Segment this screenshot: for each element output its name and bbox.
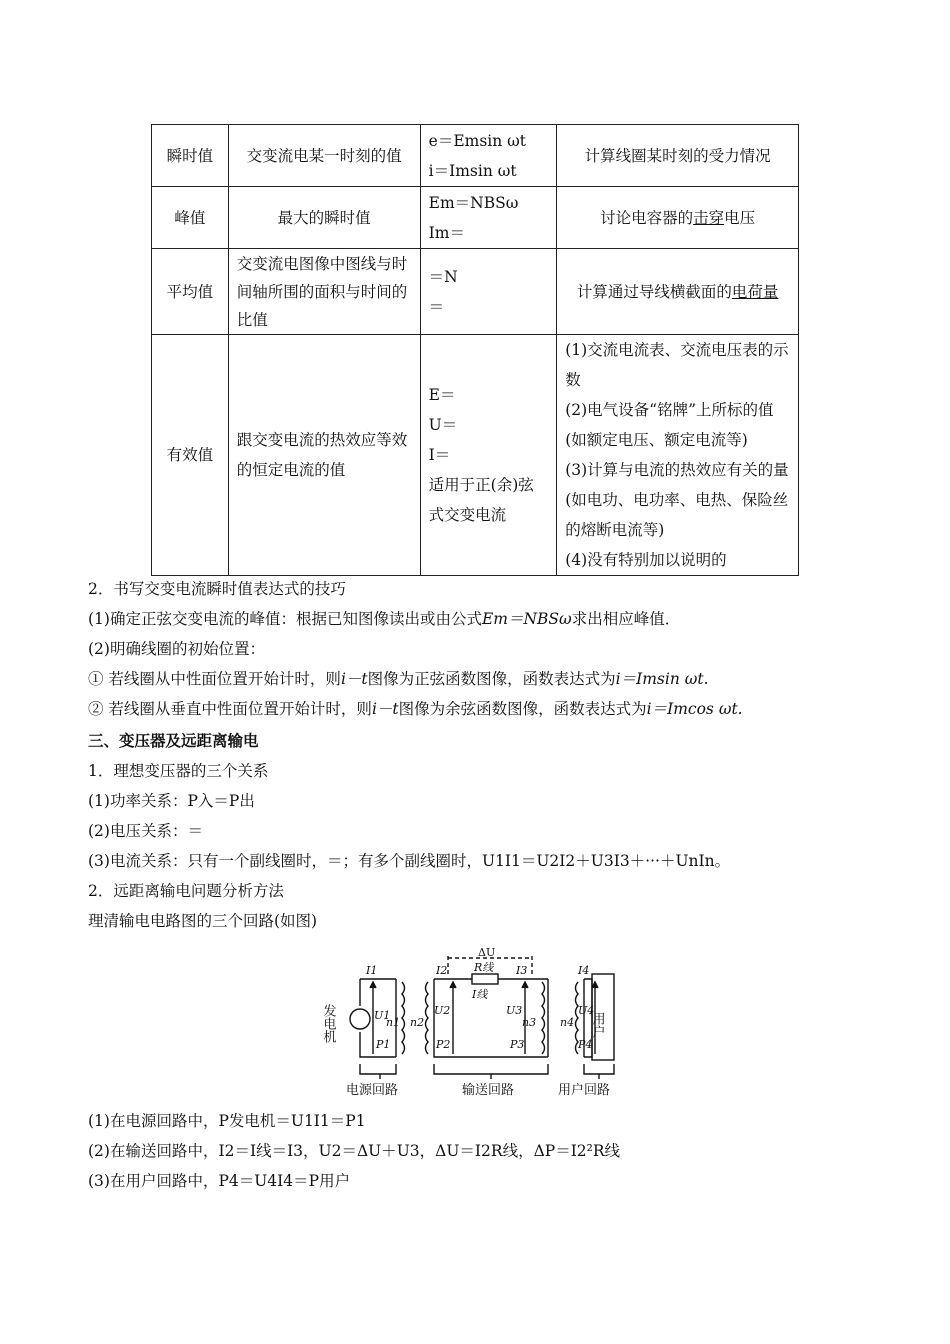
section-heading: 2．书写交变电流瞬时值表达式的技巧 bbox=[88, 580, 346, 598]
cell-meaning: 交变流电图像中图线与时间轴所围的面积与时间的比值 bbox=[228, 249, 420, 335]
cell-meaning: 最大的瞬时值 bbox=[228, 187, 420, 249]
formula-line: ＝ bbox=[428, 297, 445, 316]
label-P3: P3 bbox=[510, 1038, 525, 1051]
cell-name: 有效值 bbox=[152, 335, 229, 576]
use-item: (3)计算与电流的热效应有关的量(如电功、电功率、电热、保险丝的熔断电流等) bbox=[565, 461, 789, 539]
label-i-line: I线 bbox=[472, 988, 488, 1001]
cell-formula bbox=[420, 335, 557, 576]
text-run: ① 若线圈从中性面位置开始计时，则 bbox=[88, 670, 341, 688]
paragraph bbox=[88, 608, 680, 630]
formula-line: Em＝NBSω bbox=[428, 193, 519, 212]
section-heading: 1．理想变压器的三个关系 bbox=[88, 762, 269, 780]
formula-line: 适用于正(余)弦式交变电流 bbox=[428, 476, 534, 524]
underlined-term: 电荷量 bbox=[731, 282, 779, 301]
text-run: ② 若线圈从垂直中性面位置开始计时，则 bbox=[88, 700, 372, 718]
paragraph bbox=[88, 668, 709, 690]
label-n3: n3 bbox=[522, 1016, 537, 1029]
formula-line: I＝ bbox=[428, 446, 451, 464]
label-P1: P1 bbox=[376, 1038, 391, 1051]
label-delta-u: ΔU bbox=[478, 946, 496, 959]
formula-run: i＝Imsin ωt. bbox=[615, 670, 709, 688]
use-item: (1)交流电流表、交流电压表的示数 bbox=[565, 341, 789, 389]
table-row bbox=[152, 335, 799, 576]
cell-use: 计算线圈某时刻的受力情况 bbox=[557, 125, 799, 187]
label-U4: U4 bbox=[578, 1004, 595, 1017]
formula-line: Im＝ bbox=[428, 223, 465, 242]
formula-run: Em＝NBSω bbox=[481, 610, 572, 628]
cell-name: 峰值 bbox=[152, 187, 229, 249]
text-run: 求出相应峰值． bbox=[571, 610, 681, 628]
paragraph: (2)在输送回路中，I2＝I线＝I3，U2＝ΔU＋U3，ΔU＝I2R线，ΔP＝I2²R线 bbox=[88, 1142, 621, 1160]
paragraph: (3)在用户回路中，P4＝U4I4＝P用户 bbox=[88, 1172, 351, 1190]
section-heading: 2．远距离输电问题分析方法 bbox=[88, 882, 284, 900]
loop-label-transmission: 输送回路 bbox=[462, 1083, 515, 1098]
user-label: 用户 bbox=[589, 1012, 605, 1038]
transmission-circuit-diagram bbox=[320, 944, 636, 1100]
use-text: 讨论电容器的 bbox=[600, 208, 694, 227]
label-n2: n2 bbox=[410, 1016, 425, 1029]
label-I4: I4 bbox=[578, 964, 590, 977]
label-I1: I1 bbox=[366, 964, 378, 977]
cell-formula bbox=[420, 249, 557, 335]
use-text: 电压 bbox=[724, 208, 756, 227]
label-I3: I3 bbox=[516, 964, 528, 977]
loop-label-user: 用户回路 bbox=[558, 1083, 611, 1098]
formula-run: i＝Imcos ωt. bbox=[646, 700, 743, 718]
paragraph: (2)电压关系：＝ bbox=[88, 822, 203, 840]
paragraph: (1)功率关系：P入＝P出 bbox=[88, 792, 255, 810]
paragraph bbox=[88, 698, 743, 720]
formula-line: E＝ bbox=[428, 386, 456, 404]
text-run: 图像为正弦函数图像，函数表达式为 bbox=[367, 670, 616, 688]
paragraph: (1)在电源回路中，P发电机＝U1I1＝P1 bbox=[88, 1112, 366, 1130]
ac-values-table bbox=[151, 124, 799, 576]
underlined-term: 击穿 bbox=[693, 208, 725, 227]
table-row bbox=[152, 249, 799, 335]
table-row bbox=[152, 187, 799, 249]
section-title: 三、变压器及远距离输电 bbox=[88, 731, 259, 750]
table-row bbox=[152, 125, 799, 187]
paragraph: (3)电流关系：只有一个副线圈时，＝；有多个副线圈时，U1I1＝U2I2＋U3I3＋···＋UnIn。 bbox=[88, 852, 731, 870]
label-U3: U3 bbox=[506, 1004, 523, 1017]
label-U1: U1 bbox=[374, 1009, 391, 1022]
label-n1: n1 bbox=[386, 1016, 401, 1029]
formula-run: i－t bbox=[340, 670, 368, 688]
loop-label-source: 电源回路 bbox=[346, 1083, 399, 1098]
cell-meaning: 跟交变电流的热效应等效的恒定电流的值 bbox=[228, 335, 420, 576]
label-P2: P2 bbox=[436, 1038, 451, 1051]
cell-name: 瞬时值 bbox=[152, 125, 229, 187]
formula-line: U＝ bbox=[428, 416, 458, 434]
formula-line: e＝Emsin ωt bbox=[428, 131, 527, 150]
label-I2: I2 bbox=[436, 964, 448, 977]
generator-label: 发电机 bbox=[320, 1004, 336, 1043]
formula-line: i＝Imsin ωt bbox=[428, 161, 517, 180]
cell-formula bbox=[420, 187, 557, 249]
text-run: (1)确定正弦交变电流的峰值：根据已知图像读出或由公式 bbox=[88, 610, 482, 628]
label-P4: P4 bbox=[578, 1038, 593, 1051]
label-n4: n4 bbox=[560, 1016, 575, 1029]
cell-use bbox=[557, 335, 799, 576]
paragraph: 理清输电电路图的三个回路(如图) bbox=[88, 912, 318, 930]
use-item: (2)电气设备“铭牌”上所标的值(如额定电压、额定电流等) bbox=[565, 401, 774, 449]
label-r-line: R线 bbox=[474, 961, 494, 974]
cell-meaning: 交变流电某一时刻的值 bbox=[228, 125, 420, 187]
cell-use bbox=[557, 187, 799, 249]
cell-use bbox=[557, 249, 799, 335]
use-item: (4)没有特别加以说明的 bbox=[565, 551, 727, 569]
cell-formula bbox=[420, 125, 557, 187]
paragraph: (2)明确线圈的初始位置： bbox=[88, 640, 265, 658]
use-text: 计算通过导线横截面的 bbox=[576, 282, 732, 301]
label-U2: U2 bbox=[434, 1004, 451, 1017]
cell-name: 平均值 bbox=[152, 249, 229, 335]
formula-line: ＝N bbox=[428, 267, 458, 286]
text-run: 图像为余弦函数图像，函数表达式为 bbox=[398, 700, 647, 718]
formula-run: i－t bbox=[371, 700, 399, 718]
